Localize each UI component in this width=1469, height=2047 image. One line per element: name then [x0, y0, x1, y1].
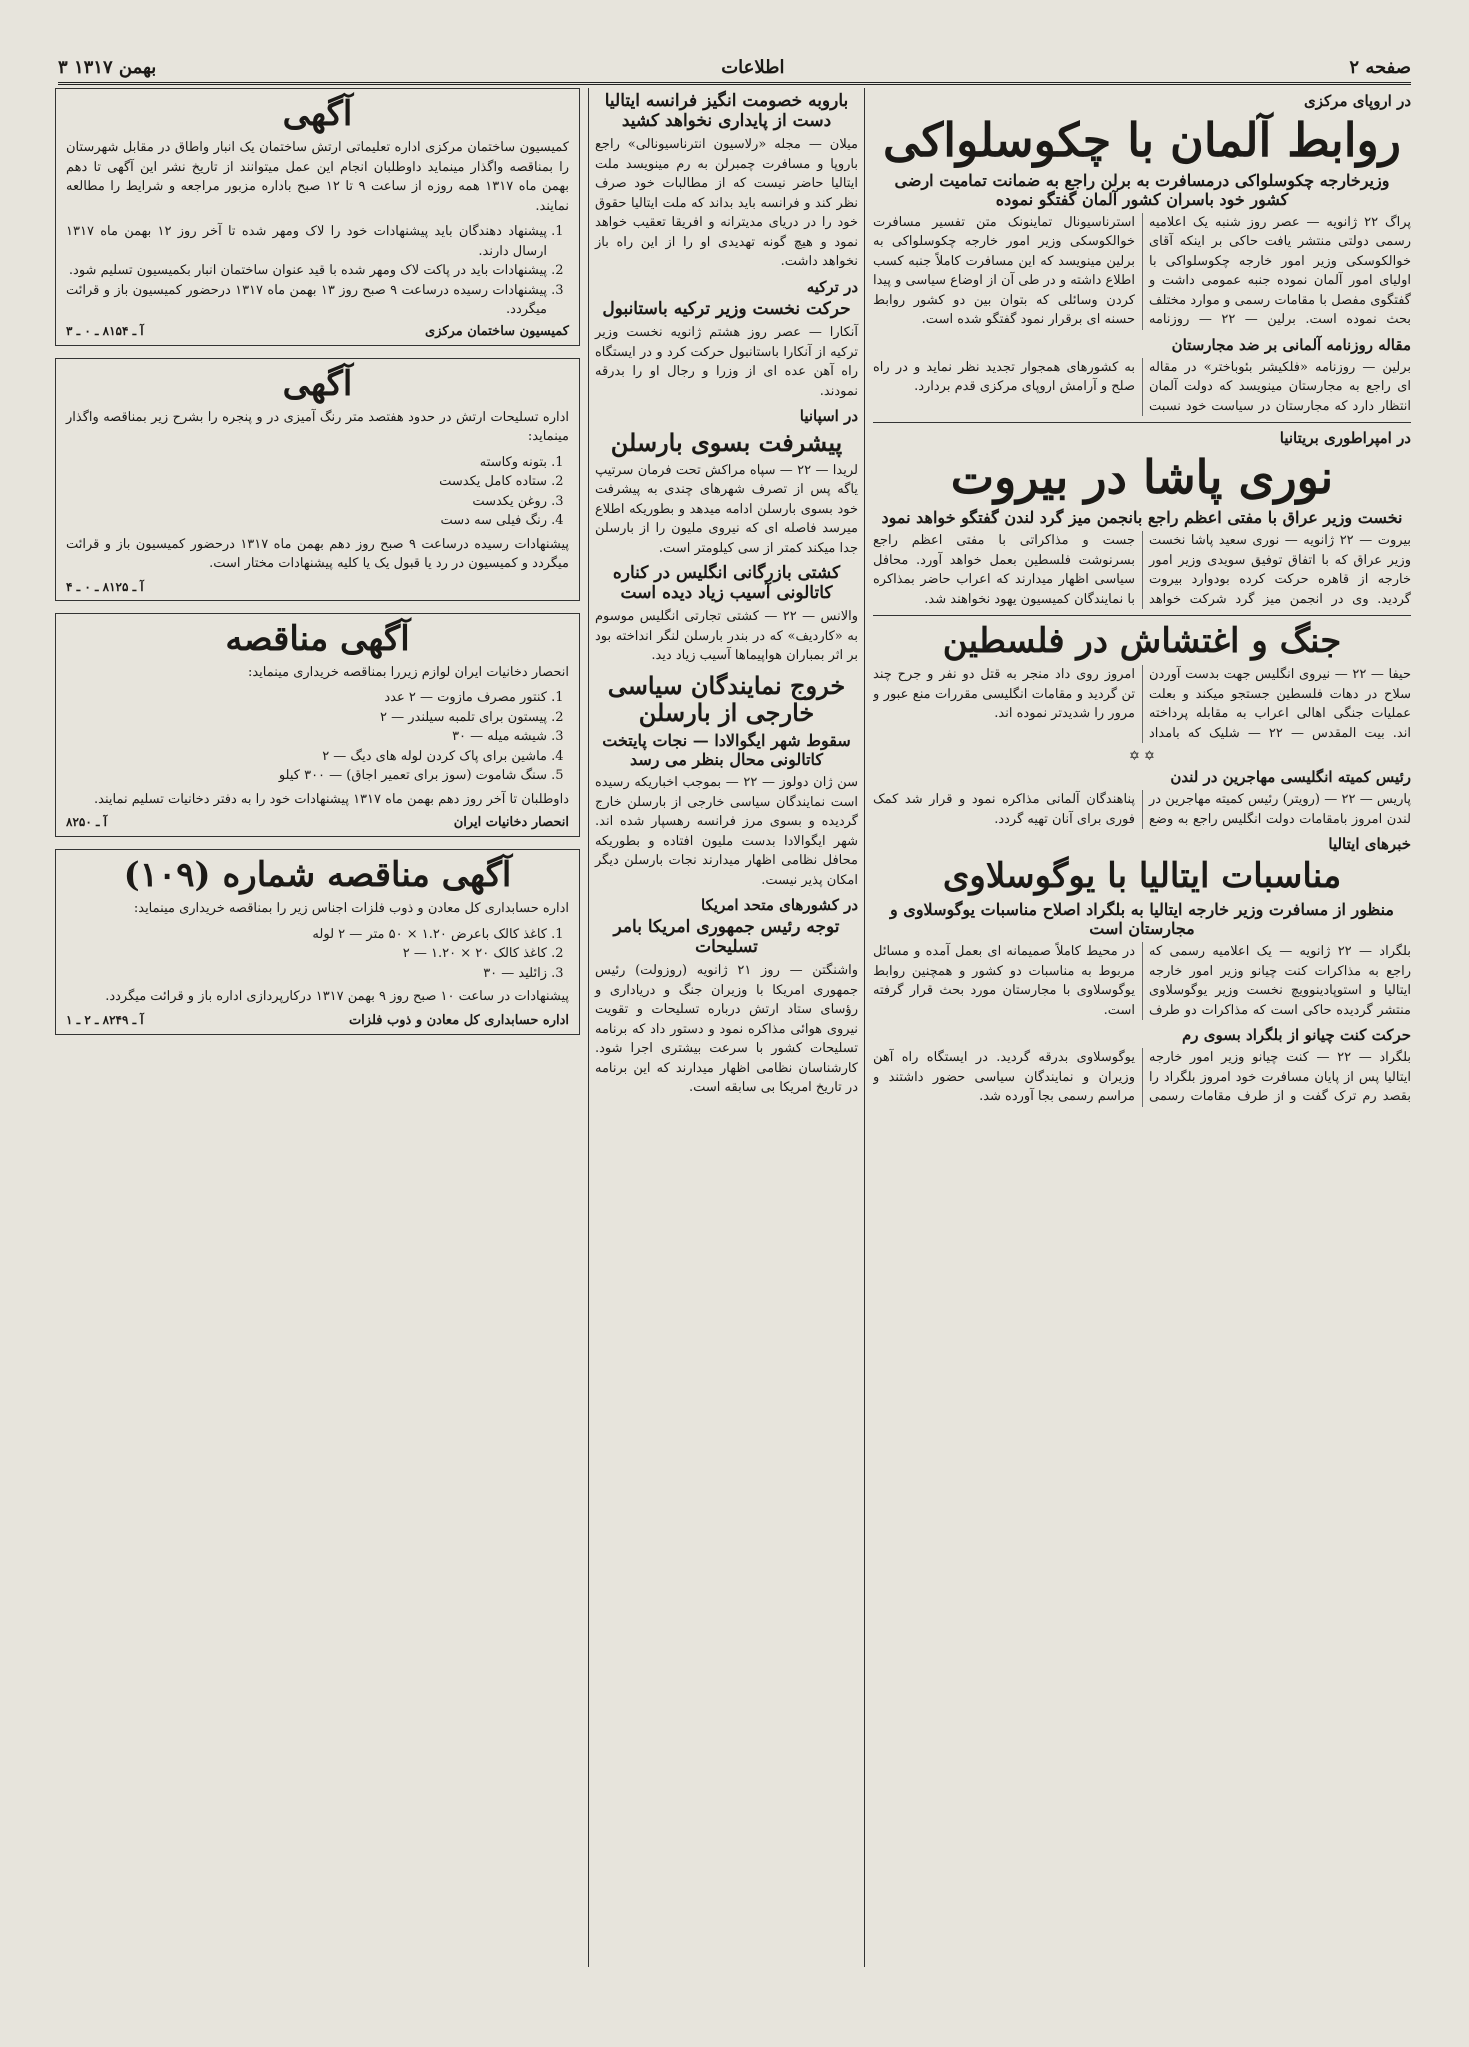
issue-date: ۳ بهمن ۱۳۱۷: [58, 56, 157, 78]
section-kicker: در اروپای مرکزی: [1304, 92, 1411, 110]
ad-signature-row: [66, 815, 569, 830]
headline-germany-czech: روابط آلمان با چکوسلواکی: [883, 113, 1401, 167]
ad-item: 2. ستاده کامل یکدست: [66, 472, 547, 492]
article-body: بلگراد — ۲۲ ژانویه — یک اعلامیه رسمی که راجع به مذاکرات کنت چیانو وزیر امور خارجه ایتالیا و استوپادینوویچ نخست وزیر یوگوسلاوی منتشر گردیده حاکی است که مذاکرات دو طرف در محیط کاملاً صمیمانه ای بعمل آمده و مسائل مربوط به مناسبات دو کشور و همچنین روابط یوگوسلاوی با مجارستان مورد بحث قرار گرفته است.: [873, 944, 1411, 1018]
ad-item: 3. شیشه میله — ۳۰: [66, 727, 547, 747]
section-kicker: در ترکیه: [806, 277, 858, 296]
ad-item: 1. کاغذ کالک باعرض ۱.۲۰ × ۵۰ متر — ۲ لوله: [66, 925, 547, 945]
article-body: پراگ ۲۲ ژانویه — عصر روز شنبه یک اعلامیه رسمی دولتی منتشر یافت حاکی بر اینکه آقای خوالکوسکی وزیر امور خارجه چکوسلواکی با اولیای امور آلمان نموده جنبه عمومی داشت و گفتگوی مفصل با مقامات رسمی و موارد مختلف بحث نموده است. برلین — ۲۲ — روزنامه استرناسیونال تماینونک متن تفسیر مسافرت خوالکوسکی وزیر امور خارجه چکوسلواکی به برلین مینویسد که این مسافرت کاملاً جنبه کسب اطلاع داشته و در طی آن از اوضاع سیاسی و پیدا کردن وسائلی که بتوان بین دو کشور روابط حسنه ای برقرار نمود گفتگو شده است.: [873, 214, 1411, 328]
headline-palestine: جنگ و اغتشاش در فلسطین: [942, 621, 1342, 662]
ad-item: 3. پیشنهادات رسیده درساعت ۹ صبح روز ۱۳ بهمن ماه ۱۳۱۷ درحضور کمیسیون باز و قرائت میگردد.: [66, 281, 547, 320]
article-body: واشنگتن — روز ۲۱ ژانویه (روزولت) رئیس جمهوری امریکا با وزیران جنگ و دریاداری و رؤسای ستاد ارتش درباره تسلیحات و تقویت نیروی هوائی مذاکره نمود و دستور داد که برنامه تسلیحات کشور با سرعت بیشتری اجرا شود. کارشناسان نظامی اظهار میدارند که این برنامه در تاریخ امریکا بی سابقه است.: [595, 963, 858, 1096]
article-body: حیفا — ۲۲ — نیروی انگلیس جهت بدست آوردن سلاح در دهات فلسطین جستجو میکند و بعلت عملیات جنگی اهالی اعراب به مقابله پرداخته اند. بیت المقدس — ۲۲ — شلیک که بامداد امروز روی داد منجر به قتل دو نفر و جرح چند تن گردید و مقامات انگلیسی مقررات منع عبور و مرور را شدیدتر نموده اند.: [873, 667, 1411, 741]
headline-italy-yugoslavia: مناسبات ایتالیا با یوگوسلاوی: [942, 856, 1342, 897]
page-number: صفحه ۲: [1349, 56, 1411, 78]
headline-usa-armament: توجه رئیس جمهوری امریکا بامر تسلیحات: [613, 917, 840, 957]
section-kicker: در کشورهای متحد امریکا: [701, 896, 858, 915]
ad-tender-tobacco: [55, 613, 580, 838]
ad-intro: اداره حسابداری کل معادن و ذوب فلزات اجناس زیر را بمناقصه خریداری مینماید:: [133, 901, 569, 917]
ad-signature: اداره حسابداری کل معادن و ذوب فلزات: [348, 1012, 569, 1028]
ad-signature: کمیسیون ساختمان مرکزی: [425, 323, 569, 339]
section-kicker: در امپراطوری بریتانیا: [1279, 429, 1411, 448]
article-body: آنکارا — عصر روز هشتم ژانویه نخست وزیر ترکیه از آنکارا باستانبول حرکت کرد و در ایستگاه راه آهن عده ای از وزرا و رجال او را بدرقه نمودند.: [595, 325, 858, 399]
section-kicker: حرکت کنت چیانو از بلگراد بسوی رم: [1182, 1026, 1411, 1045]
subheadline: منظور از مسافرت وزیر خارجه ایتالیا به بلگراد اصلاح مناسبات یوگوسلاوی و مجارستان است: [890, 900, 1394, 939]
ad-list: [66, 925, 547, 984]
ad-title: آگهی: [282, 363, 353, 404]
article-body: سن ژان دولوز — ۲۲ — بموجب اخباریکه رسیده است نمایندگان سیاسی خارجی از بارسلن خارج گردیده و بسوی مرز فرانسه رهسپار شده اند. شهر ایگوالادا بدست ملیون افتاده و بطوریکه محافل نظامی اظهار میدارند نجات بارسلن دیگر امکان پذیر نیست.: [595, 775, 858, 888]
star-ornament: ✡ ✡: [1129, 749, 1155, 765]
section-kicker: خبرهای ایتالیا: [1328, 835, 1411, 854]
ad-item: 2. پیشنهادات باید در پاکت لاک ومهر شده با قید عنوان ساختمان انبار بکمیسیون تسلیم شود.: [66, 261, 547, 281]
ad-notice-1: [55, 88, 580, 346]
divider: [873, 422, 1411, 423]
divider: [873, 615, 1411, 616]
article-body: پاریس — ۲۲ — (رویتر) رئیس کمیته مهاجرین در لندن امروز بامقامات دولت انگلیس راجع به وضع پناهندگان آلمانی مذاکره نمود و قرار شد کمک فوری برای آنان تهیه گردد.: [873, 792, 1411, 827]
column-right: [873, 88, 1411, 1967]
article-body: میلان — مجله «رلاسیون انترناسیونالی» راجع باروپا و مسافرت چمبرلن به رم مینویسد ملت ایتالیا حاضر نیست که از مطالبات خود صرف نظر کند و فرانسه باید بداند که ملت ایتالیا حقوق خود را در دریای مدیترانه و افریقا تعقیب خواهد نمود و هیچ گونه تهدیدی او را از این راه باز نخواهد داشت.: [595, 137, 858, 270]
ad-item: 2. کاغذ کالک ۲۰ × ۱.۲۰ — ۲: [66, 944, 547, 964]
ad-signature-row: [66, 1013, 569, 1028]
ad-notice-2: [55, 358, 580, 601]
ad-code: آ ـ ۸۲۵۰: [66, 815, 107, 830]
ad-signature-row: [66, 324, 569, 339]
subheadline: سقوط شهر ایگوالادا — نجات پایتخت کاتالونی محال بنظر می رسد: [602, 731, 851, 770]
ad-note: پیشنهادات در ساعت ۱۰ صبح روز ۹ بهمن ۱۳۱۷ درکارپردازی اداره باز و قرائت میگردد.: [105, 989, 569, 1005]
ad-item: 1. بتونه وکاسته: [66, 453, 547, 473]
article-body: لریدا — ۲۲ — سپاه مراکش تحت فرمان سرتیپ یاگه پس از تصرف شهرهای چندی به پیشرفت خود بسوی بارسلن ادامه میدهد و بطوریکه اطلاع میرسد فاصله ای که نیروی ملیون را از بارسلن جدا میکند کمتر از سی کیلومتر است.: [595, 462, 858, 556]
column-middle: [588, 88, 865, 1967]
ad-note: پیشنهادات رسیده درساعت ۹ صبح روز دهم بهمن ماه ۱۳۱۷ درحضور کمیسیون باز و قرائت میگردد و کمیسیون در رد یا قبول یک یا کلیه پیشنهادات مختار است.: [66, 536, 569, 572]
ad-intro: انحصار دخانیات ایران لوازم زیررا بمناقصه خریداری مینماید:: [247, 664, 569, 680]
section-kicker: رئیس کمیته انگلیسی مهاجرین در لندن: [1170, 768, 1411, 787]
ad-code: آ ـ ۸۱۲۵ ـ ۰ ـ ۴: [66, 579, 144, 594]
ad-item: 4. ماشین برای پاک کردن لوله های دیگ — ۲: [66, 747, 547, 767]
ad-list: [66, 688, 547, 786]
ad-note: داوطلبان تا آخر روز دهم بهمن ماه ۱۳۱۷ پیشنهادات خود را به دفتر دخانیات تسلیم نمایند.: [94, 791, 569, 807]
ad-list: [66, 222, 547, 320]
ad-title: آگهی: [282, 94, 353, 134]
column-left-ads: [55, 88, 580, 1967]
ad-signature: انحصار دخانیات ایران: [453, 815, 569, 831]
ad-intro: کمیسیون ساختمان مرکزی اداره تعلیماتی ارتش ساختمان یک انبار واطاق در مقابل شهرستان را بمناقصه واگذار مینماید داوطلبان انجام این عمل میتوانند از تاریخ نشر این آگهی تا دهم بهمن ماه ۱۳۱۷ همه روزه از ساعت ۹ تا ۱۲ صبح باداره مزبور مراجعه و شرایط را مطالعه نمایند.: [66, 140, 569, 214]
ad-item: 3. زائلید — ۳۰: [66, 964, 547, 984]
ad-item: 4. رنگ فیلی سه دست: [66, 511, 547, 531]
ad-intro: اداره تسلیحات ارتش در حدود هفتصد متر رنگ آمیزی در و پنجره را بشرح زیر بمناقصه واگذار مینماید:: [66, 409, 569, 445]
section-kicker: مقاله روزنامه آلمانی بر ضد مجارستان: [1171, 335, 1411, 354]
subheadline: نخست وزیر عراق با مفتی اعظم راجع بانجمن میز گرد لندن گفتگو خواهد نمود: [881, 508, 1403, 528]
headline-barcelona: پیشرفت بسوی بارسلن: [610, 428, 843, 458]
ad-signature-row: [66, 580, 569, 594]
ad-tender-109: [55, 849, 580, 1035]
ad-code: آ ـ ۸۱۵۴ ـ ۰ ـ ۳: [66, 323, 144, 338]
article-body: بلگراد — ۲۲ — کنت چیانو وزیر امور خارجه ایتالیا پس از پایان مسافرت خود امروز بلگراد را بقصد رم ترک گفت و از طرف مقامات رسمی یوگوسلاوی بدرقه گردید. در ایستگاه راه آهن وزیران و نمایندگان سیاسی حضور داشتند و مراسم رسمی بجا آورده شد.: [873, 1050, 1411, 1105]
paper-name: اطلاعات: [721, 56, 785, 78]
headline-turkey: حرکت نخست وزیر ترکیه باستانبول: [602, 298, 851, 319]
ad-list: [66, 453, 547, 531]
article-body: برلین — روزنامه «فلکیشر بئوباختر» در مقاله ای راجع به مجارستان مینویسد که دولت آلمان انتظار دارد که مجارستان در سیاست خود نسبت به کشورهای همجوار تجدید نظر نماید و در راه صلح و آرامش اروپای مرکزی قدم بردارد.: [873, 359, 1411, 414]
masthead: [58, 52, 1411, 85]
headline-diplomats-leave: خروج نمایندگان سیاسی خارجی از بارسلن: [607, 670, 846, 728]
headline-nuri-pasha: نوری پاشا در بیروت: [950, 450, 1334, 505]
ad-item: 1. پیشنهاد دهندگان باید پیشنهادات خود را لاک ومهر شده تا آخر روز ۱۲ بهمن ماه ۱۳۱۷ ارسال دارند.: [66, 222, 547, 261]
section-kicker: در اسپانیا: [799, 407, 858, 426]
ad-item: 3. روغن یکدست: [66, 492, 547, 512]
ad-item: 1. کنتور مصرف مازوت — ۲ عدد: [66, 688, 547, 708]
article-body: والانس — ۲۲ — کشتی تجارتی انگلیس موسوم به «کاردیف» که در بندر بارسلن لنگر انداخته بود بر اثر بمباران هواپیماها آسیب زیاد دید.: [595, 609, 858, 664]
ad-title: آگهی مناقصه: [225, 618, 410, 659]
subheadline: وزیرخارجه چکوسلواکی درمسافرت به برلن راجع به ضمانت تمامیت ارضی کشور خود باسران کشور آلمان گفتگو نموده: [894, 170, 1390, 209]
ad-code: آ ـ ۸۲۴۹ ـ ۲ ـ ۱: [66, 1012, 144, 1027]
headline-italy-france: باروبه خصومت انگیز فرانسه ایتالیا دست از پایداری نخواهد کشید: [604, 91, 849, 131]
article-body: بیروت — ۲۲ ژانویه — نوری سعید پاشا نخست وزیر عراق که با اتفاق توفیق سویدی وزیر امور خارجه از قاهره حرکت کرده بودوارد بیروت گردید. وی در انجمن میز گرد شرکت خواهد جست و مذاکراتی با مفتی اعظم راجع بسرنوشت فلسطین بعمل خواهد آورد. محافل سیاسی اظهار میدارند که اعراب حاضر بمذاکره با نمایندگان کمیسیون یهود نخواهند شد.: [873, 533, 1411, 607]
headline-british-ship: کشتی بازرگانی انگلیس در کناره کاتالونی آسیب زیاد دیده است: [612, 563, 841, 603]
ad-title: آگهی مناقصه شماره (۱۰۹): [123, 855, 512, 896]
ad-item: 5. سنگ شاموت (سوز برای تعمیر اجاق) — ۳۰۰ کیلو: [66, 766, 547, 786]
ad-item: 2. پیستون برای تلمبه سیلندر — ۲: [66, 708, 547, 728]
